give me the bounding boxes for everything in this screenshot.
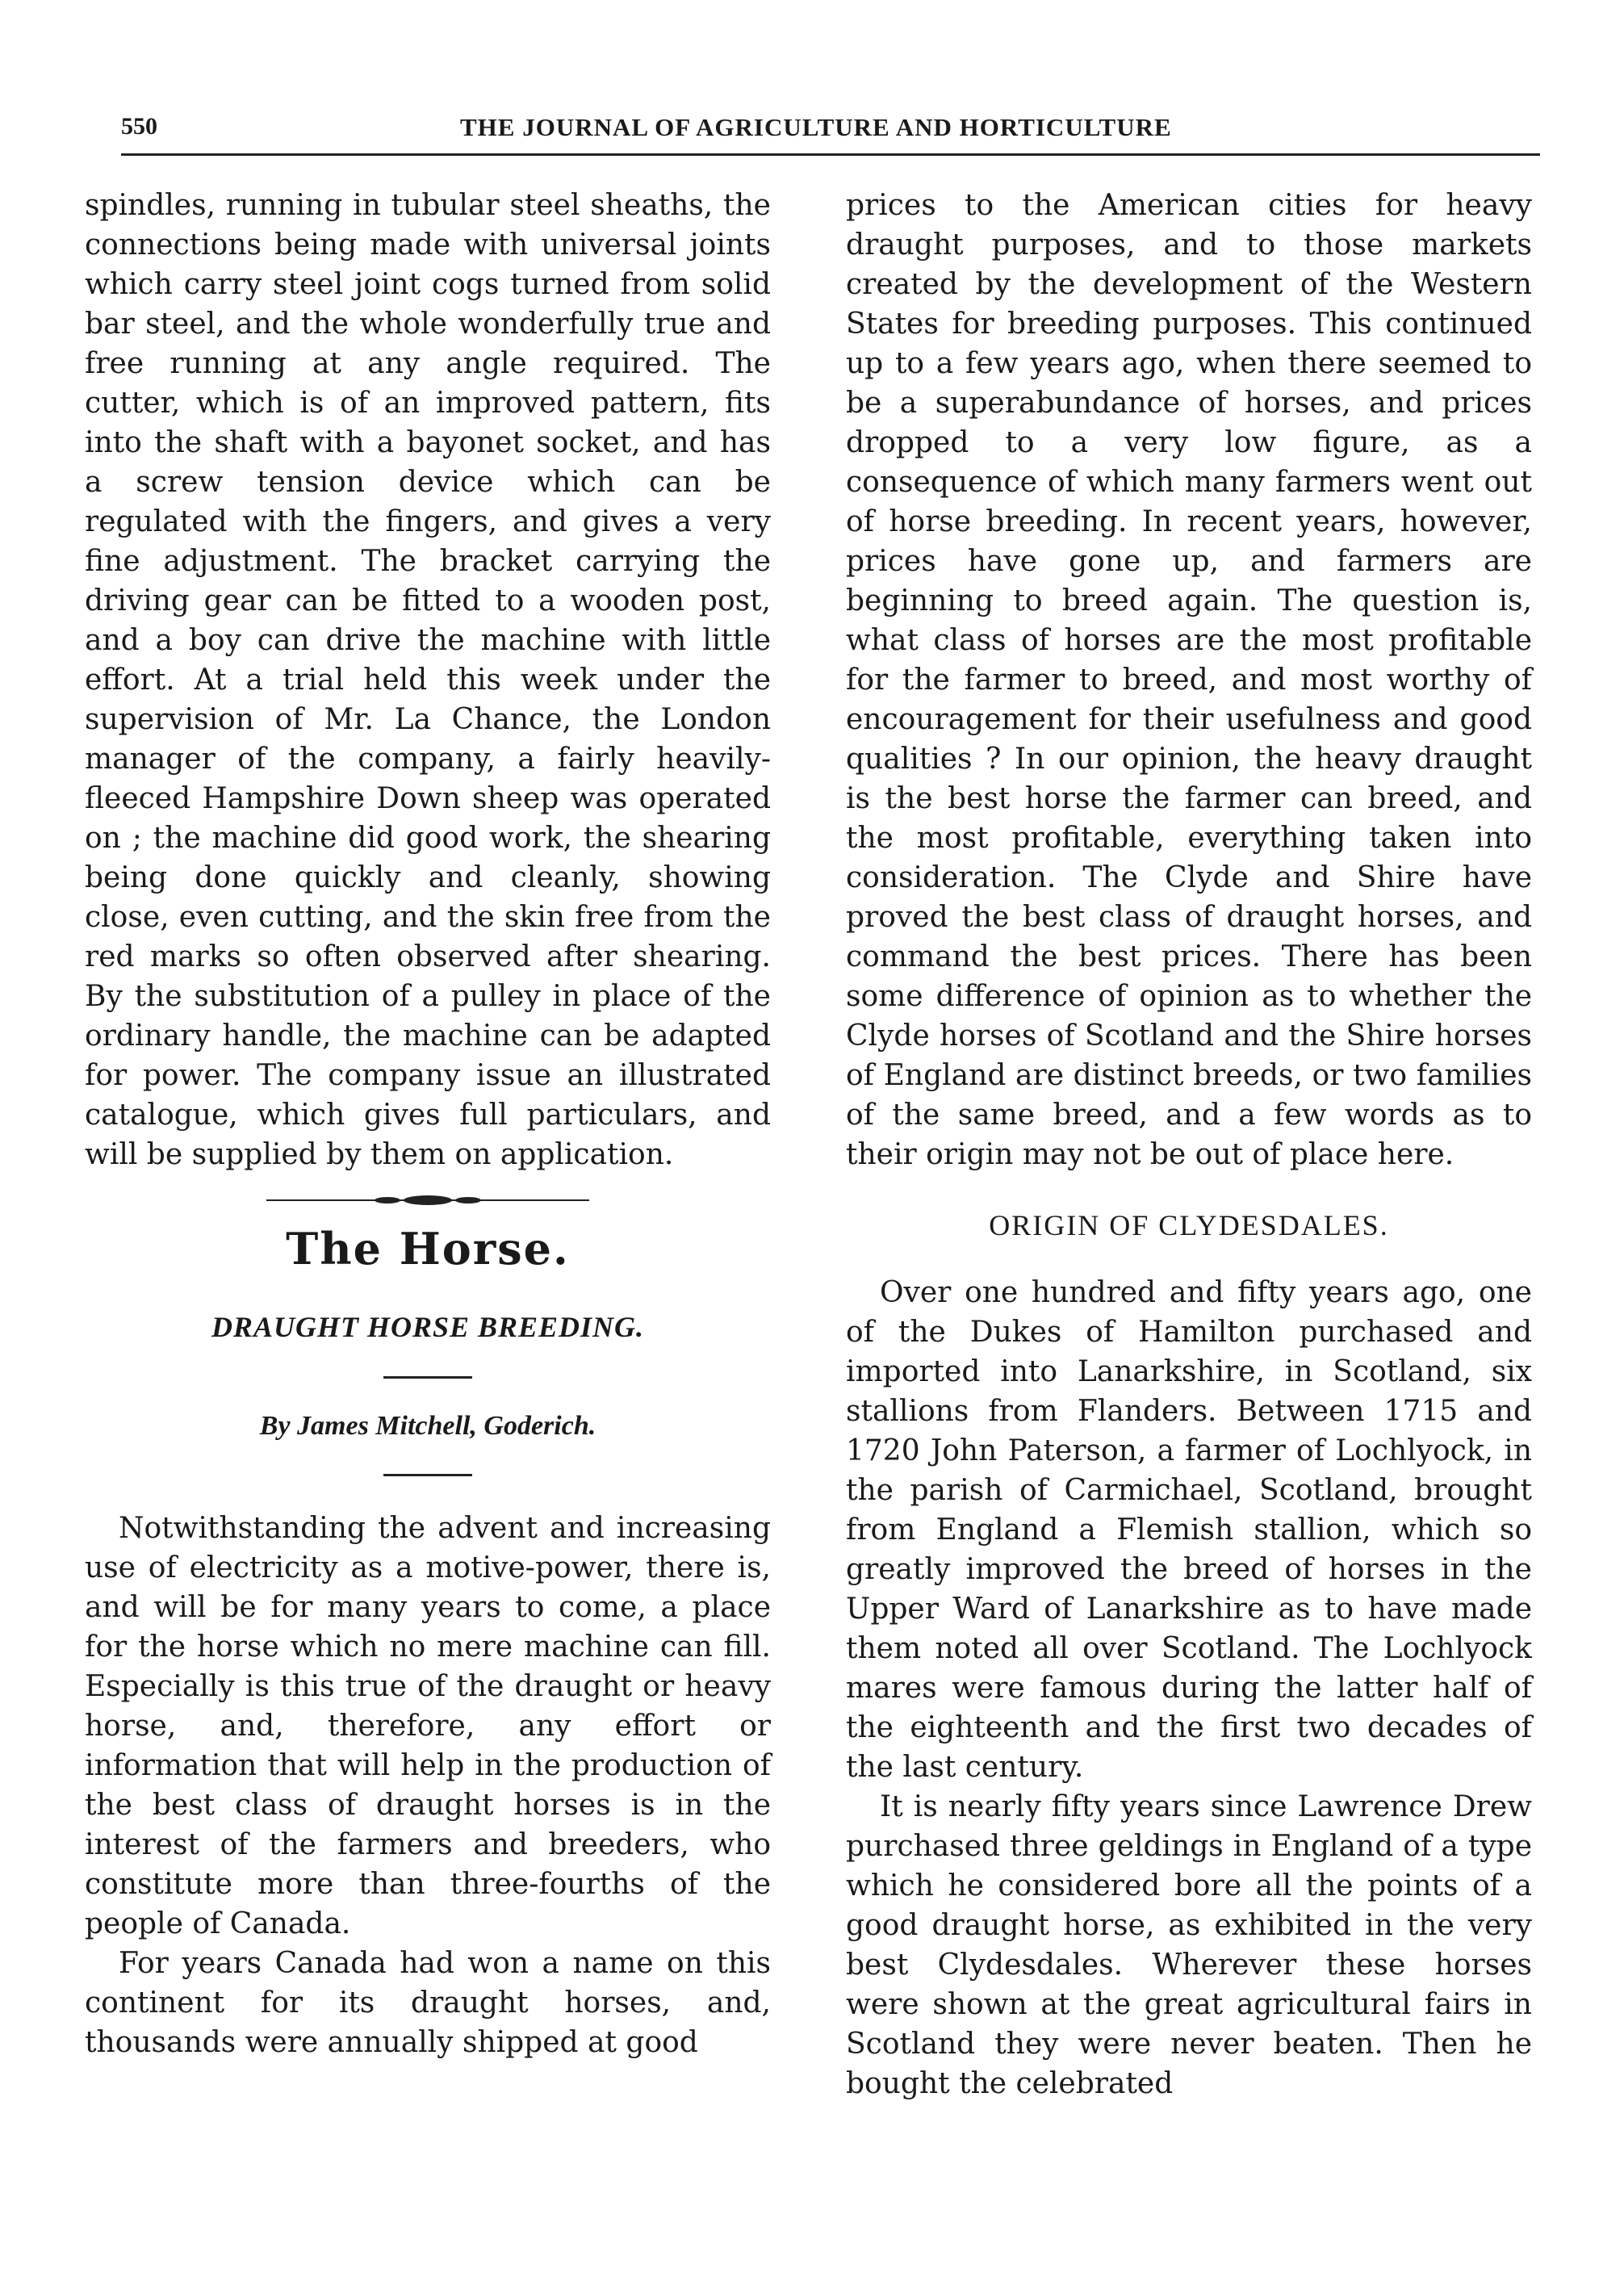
subheading: ORIGIN OF CLYDESDALES.: [989, 1209, 1389, 1241]
journal-title: THE JOURNAL OF AGRICULTURE AND HORTICULTURE: [460, 113, 1172, 141]
header-rule: [121, 153, 1540, 156]
body-paragraph: Notwithstanding the advent and increasing use of electricity as a motive-power, there is, and will be for many years to come, a place for the horse which no mere machine can fill. Especially is this true of the draught or heavy horse, and, therefore, any effort or information that will help in the production of the best class of draught horses is in the interest of the farmers and breeders, who constitute more than three-fourths of the people of Canada.: [85, 1512, 771, 1940]
title-rule: [383, 1376, 472, 1379]
dash-rule-ornament-icon: [258, 1191, 597, 1210]
body-paragraph: It is nearly fifty years since Lawrence Drew purchased three geldings in England of a type which he considered bore all the points of a good draught horse, as exhibited in the very best Clydesdales. Wherever these horses were shown at the great agricultural fairs in Scotland they were never beaten. Then he bought the celebrated: [846, 1790, 1532, 2100]
left-column: [85, 186, 771, 2062]
page-number: 550: [121, 113, 157, 140]
byline-rule: [383, 1474, 472, 1476]
body-paragraph: For years Canada had won a name on this continent for its draught horses, and, thousands were annually shipped at good: [85, 1947, 771, 2059]
continued-paragraph-right: prices to the American cities for heavy draught purposes, and to those markets created by the development of the Western States for breeding purposes. This continued up to a few years ago, when there seemed to be a superabundance of horses, and prices dropped to a very low figure, as a consequence of which many farmers went out of horse breeding. In recent years, however, prices have gone up, and farmers are beginning to breed again. The question is, what class of horses are the most profitable for the farmer to breed, and most worthy of encouragement for their usefulness and good qualities ? In our opinion, the heavy draught is the best horse the farmer can breed, and the most profitable, everything taken into consideration. The Clyde and Shire have proved the best class of draught horses, and command the best prices. There has been some difference of opinion as to whether the Clyde horses of Scotland and the Shire horses of England are distinct breeds, or two families of the same breed, and a few words as to their origin may not be out of place here.: [846, 189, 1532, 1171]
right-column: [846, 186, 1532, 2103]
article-title: DRAUGHT HORSE BREEDING.: [211, 1311, 645, 1343]
section-title: The Horse.: [286, 1223, 570, 1275]
body-paragraph: Over one hundred and fifty years ago, one of the Dukes of Hamilton purchased and imported into Lanarkshire, in Scotland, six stallions from Flanders. Between 1715 and 1720 John Paterson, a farmer of Lochlyock, in the parish of Carmichael, Scotland, brought from England a Flemish stallion, which so greatly improved the breed of horses in the Upper Ward of Lanarkshire as to have made them noted all over Scotland. The Lochlyock mares were famous during the latter half of the eighteenth and the first two decades of the last century.: [846, 1276, 1532, 1784]
continued-paragraph-left: spindles, running in tubular steel sheaths, the connections being made with universal joints which carry steel joint cogs turned from solid bar steel, and the whole wonderfully true and free running at any angle required. The cutter, which is of an improved pattern, fits into the shaft with a bayonet socket, and has a screw tension device which can be regulated with the fingers, and gives a very fine adjustment. The bracket carrying the driving gear can be fitted to a wooden post, and a boy can drive the machine with little effort. At a trial held this week under the supervision of Mr. La Chance, the London manager of the company, a fairly heavily-fleeced Hampshire Down sheep was operated on ; the machine did good work, the shearing being done quickly and cleanly, showing close, even cutting, and the skin free from the red marks so often observed after shearing. By the substitution of a pulley in place of the ordinary handle, the machine can be adapted for power. The company issue an illustrated catalogue, which gives full particulars, and will be supplied by them on application.: [85, 189, 771, 1171]
byline: By James Mitchell, Goderich.: [259, 1411, 596, 1441]
running-head: [121, 113, 1540, 153]
